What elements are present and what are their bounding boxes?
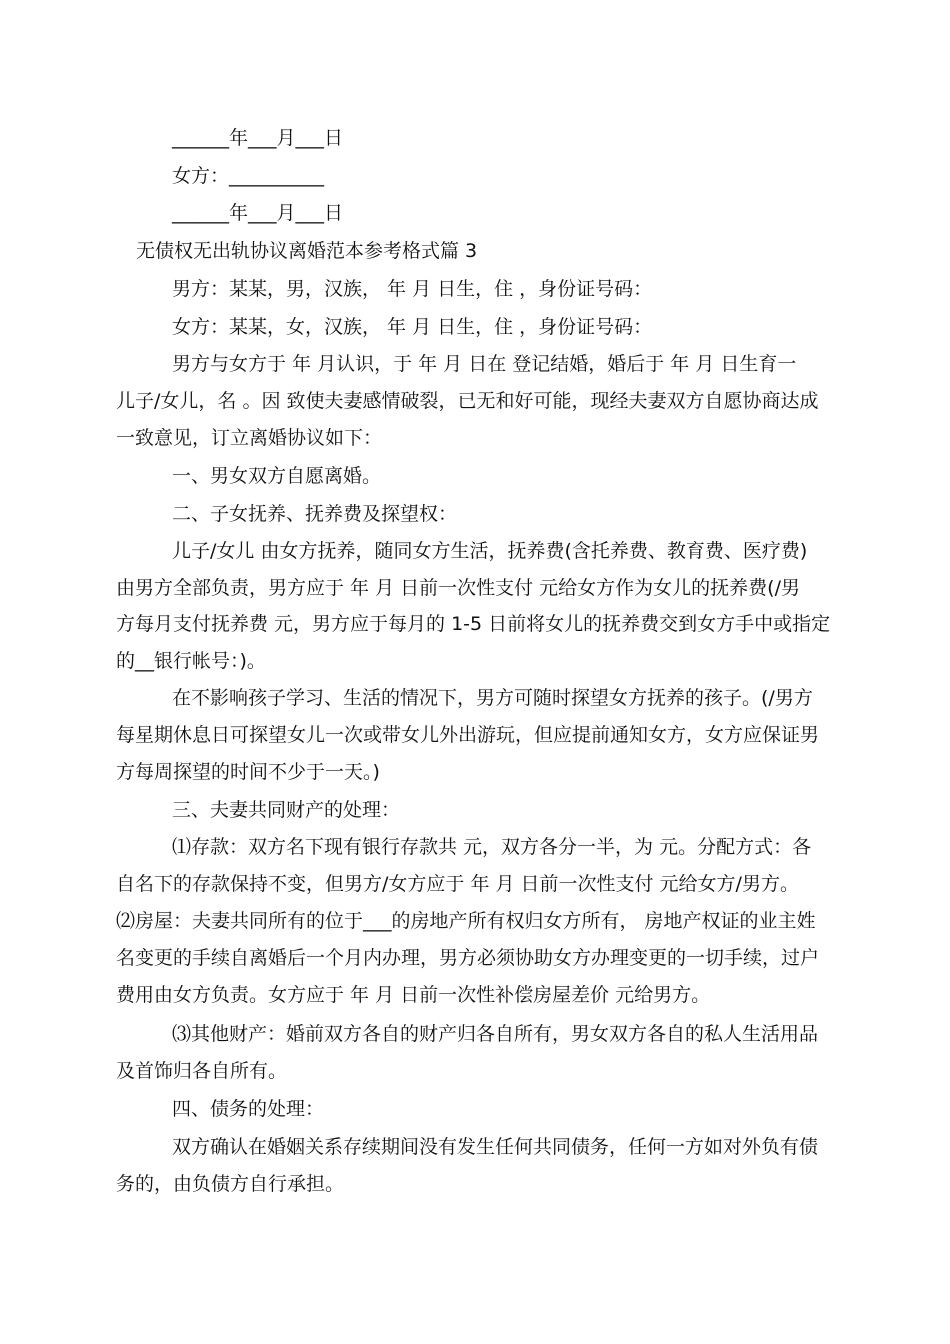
paragraph-line: 务的，由负债方自行承担。 [116,1173,345,1195]
paragraph-line: 由男方全部负责，男方应于 年 月 日前一次性支付 元给女方作为女儿的抚养费(/男 [116,577,800,599]
paragraph-line: 名变更的手续自离婚后一个月内办理，男方必须协助女方办理变更的一切手续，过户 [116,947,820,969]
paragraph-line: 男方与女方于 年 月认识，于 年 月 日在 登记结婚，婚后于 年 月 日生育一 [172,353,797,375]
date-line-1: ______年___月___日 [172,127,344,149]
paragraph-line: ⑵房屋：夫妻共同所有的位于___的房地产所有权归女方所有， 房地产权证的业主姓 [116,910,816,932]
paragraph-line: 及首饰归各自所有。 [116,1060,288,1082]
paragraph-line: ⑶其他财产：婚前双方各自的财产归各自所有，男女双方各自的私人生活用品 [172,1023,819,1045]
paragraph-line: 的__银行帐号：)。 [116,650,266,672]
paragraph-line: 方每月支付抚养费 元，男方应于每月的 1-5 日前将女儿的抚养费交到女方手中或指定 [116,613,831,635]
clause-heading: 三、夫妻共同财产的处理： [172,799,401,821]
paragraph-line: 一致意见，订立离婚协议如下： [116,427,383,449]
wife-signature-line: 女方：__________ [172,165,325,187]
paragraph-line: 儿子/女儿 由女方抚养，随同女方生活，抚养费(含托养费、教育费、医疗费) [172,540,808,562]
paragraph-line: 方每周探望的时间不少于一天。) [116,761,380,783]
paragraph-line: 儿子/女儿，名 。因 致使夫妻感情破裂，已无和好可能，现经夫妻双方自愿协商达成 [116,390,819,412]
wife-info-line: 女方：某某，女，汉族， 年 月 日生，住 ，身份证号码： [172,316,653,338]
section-heading: 无债权无出轨协议离婚范本参考格式篇 3 [136,240,478,262]
paragraph-line: 费用由女方负责。女方应于 年 月 日前一次性补偿房屋差价 元给男方。 [116,984,711,1006]
paragraph-line: ⑴存款：双方名下现有银行存款共 元，双方各分一半，为 元。分配方式：各 [172,836,812,858]
clause-heading: 一、男女双方自愿离婚。 [172,465,382,487]
clause-heading: 二、子女抚养、抚养费及探望权： [172,503,458,525]
paragraph-line: 每星期休息日可探望女儿一次或带女儿外出游玩，但应提前通知女方，女方应保证男 [116,724,820,746]
paragraph-line: 自名下的存款保持不变，但男方/女方应于 年 月 日前一次性支付 元给女方/男方。 [116,873,799,895]
husband-info-line: 男方：某某，男，汉族， 年 月 日生，住 ，身份证号码： [172,278,653,300]
paragraph-line: 在不影响孩子学习、生活的情况下，男方可随时探望女方抚养的孩子。(/男方 [172,687,813,709]
paragraph-line: 双方确认在婚姻关系存续期间没有发生任何共同债务，任何一方如对外负有债 [172,1136,819,1158]
date-line-2: ______年___月___日 [172,202,344,224]
clause-heading: 四、债务的处理： [172,1098,325,1120]
